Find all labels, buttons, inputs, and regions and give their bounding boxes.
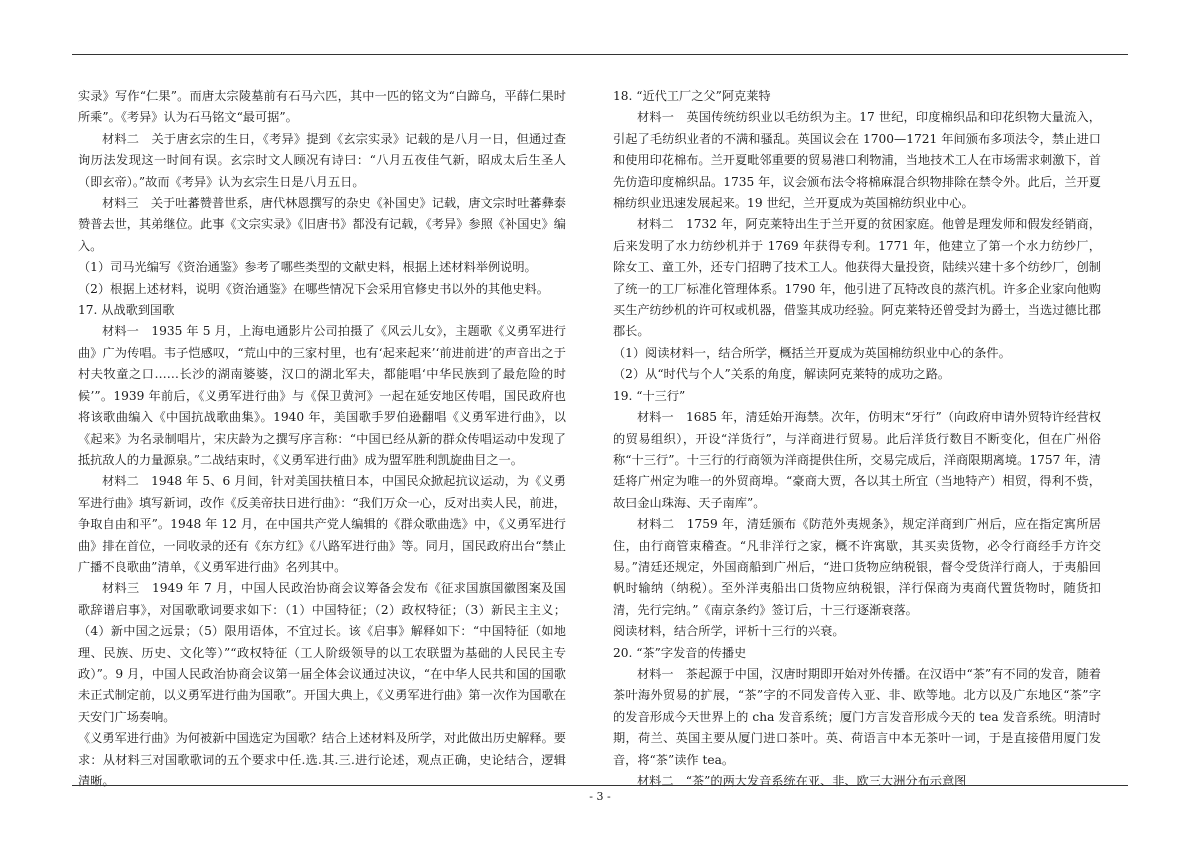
question-line: 17. 从战歌到国歌 xyxy=(78,303,175,318)
paragraph: 材料二 1759 年，清廷颁布《防范外夷规条》，规定洋商到广州后，应在指定寓所居住，由行商管束稽查。“凡非洋行之家，概不许寓歇，其买卖货物，必令行商经手方许交易。”清廷还规定，外国商船到广州后，“进口货物应纳税银，督令受货洋行商人，于夷船回帆时输纳（纳税）。至外洋夷船出口货物应纳税银，洋行保商为夷商代置货物时，随货扣清，先行完纳。”《南京条约》签订后，十三行逐渐衰落。 xyxy=(613,517,1101,617)
question-line: 19. “十三行” xyxy=(613,388,686,403)
paragraph: 材料三 1949 年 7 月，中国人民政治协商会议筹备会发布《征求国旗国徽图案及国歌辞谱启事》，对国歌歌词要求如下：（1）中国特征；（2）政权特征；（3）新民主主义；（4）新中国之远景；（5）限用语体，不宜过长。该《启事》解释如下：“中国特征（如地理、民族、历史、文化等）”“政权特征（工人阶级领导的以工农联盟为基础的人民民主专政）”。9 月，中国人民政治协商会议第一届全体会议通过决议，“在中华人民共和国的国歌未正式制定前，以义勇军进行曲为国歌”。开国大典上，《义勇军进行曲》第一次作为国歌在天安门广场奏响。 xyxy=(78,581,566,724)
paragraph: 材料一 英国传统纺织业以毛纺织为主。17 世纪，印度棉织品和印花织物大量流入，引起了毛纺织业者的不满和骚乱。英国议会在 1700—1721 年间颁布多项法令，禁止进口和使用印花棉布。兰开夏毗邻重要的贸易港口利物浦，当地技术工人在市场需求刺激下，首先仿造印度棉织品。1735 年，议会颁布法令将棉麻混合织物排除在禁令外。此后，兰开夏棉纺织业迅速发展起来。19 世纪，兰开夏成为英国棉纺织业中心。 xyxy=(613,110,1101,211)
paragraph: 材料二 1948 年 5、6 月间，针对美国扶植日本，中国民众掀起抗议运动，为《义勇军进行曲》填写新词，改作《反美帝扶日进行曲》：“我们万众一心，反对出卖人民，前进，争取自由和平”。1948 年 12 月，在中国共产党人编辑的《群众歌曲选》中，《义勇军进行曲》排在首位，一同收录的还有《东方红》《八路军进行曲》等。同月，国民政府出台“禁止广播不良歌曲”清单，《义勇军进行曲》名列其中。 xyxy=(78,474,566,574)
right-column xyxy=(613,86,1101,792)
question-line: 《义勇军进行曲》为何被新中国选定为国歌？结合上述材料及所学，对此做出历史解释。要求：从材料三对国歌歌词的五个要求中任.选.其.三.进行论述，观点正确，史论结合，逻辑清晰。 xyxy=(78,731,566,788)
paragraph: 实录》写作“仁果”。而唐太宗陵墓前有石马六匹，其中一匹的铭文为“白蹄乌，平薛仁果时所乘”。《考异》认为石马铭文“最可据”。 xyxy=(78,89,566,125)
question-line: 阅读材料，结合所学，评析十三行的兴衰。 xyxy=(613,624,845,639)
page-number: - 3 - xyxy=(589,790,611,803)
question-line: （2）从“时代与个人”关系的角度，解读阿克莱特的成功之路。 xyxy=(613,367,951,382)
footer-rule xyxy=(72,785,1128,786)
paragraph: 材料一 茶起源于中国，汉唐时期即开始对外传播。在汉语中“茶”有不同的发音，随着茶叶海外贸易的扩展，“茶”字的不同发音传入亚、非、欧等地。北方以及广东地区“茶”字的发音形成今天世界上的 cha 发音系统；厦门方言发音形成今天的 tea 发音系统。明清时期，荷兰、英国主要从厦门进口茶叶。英、荷语言中本无茶叶一词，于是直接借用厦门发音，将“茶”读作 tea。 xyxy=(613,666,1102,767)
question-line: 20. “茶”字发音的传播史 xyxy=(613,645,747,660)
question-line: （1）司马光编写《资治通鉴》参考了哪些类型的文献史料，根据上述材料举例说明。 xyxy=(78,260,537,275)
paragraph: 材料一 1685 年，清廷始开海禁。次年，仿明末“牙行”（向政府申请外贸特许经营权的贸易组织），开设“洋货行”，与洋商进行贸易。此后洋货行数目不断变化，但在广州俗称“十三行”。十三行的行商领为洋商提供住所，交易完成后，洋商限期离境。1757 年，清廷将广州定为唯一的外贸商埠。“豪商大贾，各以其土所宜（当地特产）相贸，得利不赀，故曰金山珠海、天子南库”。 xyxy=(613,410,1101,510)
paragraph: 材料三 关于吐蕃赞普世系，唐代林恩撰写的杂史《补国史》记载，唐文宗时吐蕃彝泰赞普去世，其弟继位。此事《文宗实录》《旧唐书》都没有记载，《考异》参照《补国史》编入。 xyxy=(78,196,566,253)
header-rule xyxy=(72,54,1128,55)
question-line: （1）阅读材料一，结合所学，概括兰开夏成为英国棉纺织业中心的条件。 xyxy=(613,345,1011,360)
paragraph: 材料一 1935 年 5 月，上海电通影片公司拍摄了《风云儿女》，主题歌《义勇军进行曲》广为传唱。韦子恺感叹，“荒山中的三家村里，也有‘起来起来’‘前进前进’的声音出之于村夫牧童之口……长沙的湖南婆婆，汉口的湖北军夫，都能唱‘中华民族到了最危险的时候’”。1939 年前后，《义勇军进行曲》与《保卫黄河》一起在延安地区传唱，国民政府也将该歌曲编入《中国抗战歌曲集》。1940 年，美国歌手罗伯逊翻唱《义勇军进行曲》，以《起来》为名录制唱片，宋庆龄为之撰写序言称：“中国已经从新的群众传唱运动中发现了抵抗敌人的力量源泉。”二战结束时，《义勇军进行曲》成为盟军胜利凯旋曲目之一。 xyxy=(78,324,566,467)
question-line: （2）根据上述材料，说明《资治通鉴》在哪些情况下会采用官修史书以外的其他史料。 xyxy=(78,281,549,296)
paragraph: 材料二 “茶”的两大发音系统在亚、非、欧三大洲分布示意图 xyxy=(637,774,967,788)
left-column xyxy=(78,86,566,792)
question-line: 18. “近代工厂之父”阿克莱特 xyxy=(613,89,771,103)
paragraph: 材料二 关于唐玄宗的生日，《考异》提到《玄宗实录》记载的是八月一日，但通过查询历法发现这一时间有误。玄宗时文人顾况有诗曰：“八月五夜佳气新，昭成太后生圣人（即玄帝）。”故而《考异》认为玄宗生日是八月五日。 xyxy=(78,131,566,189)
paragraph: 材料二 1732 年，阿克莱特出生于兰开夏的贫困家庭。他曾是理发师和假发经销商，后来发明了水力纺纱机并于 1769 年获得专利。1771 年，他建立了第一个水力纺纱厂，除女工、童工外，还专门招聘了技术工人。他获得大量投资，陆续兴建十多个纺纱厂，创制了统一的工厂标准化管理体系。1790 年，他引进了瓦特改良的蒸汽机。许多企业家向他购买生产纺纱机的许可权或机器，借鉴其成功经验。阿克莱特还曾受封为爵士，当选过德比郡郡长。 xyxy=(613,217,1101,339)
